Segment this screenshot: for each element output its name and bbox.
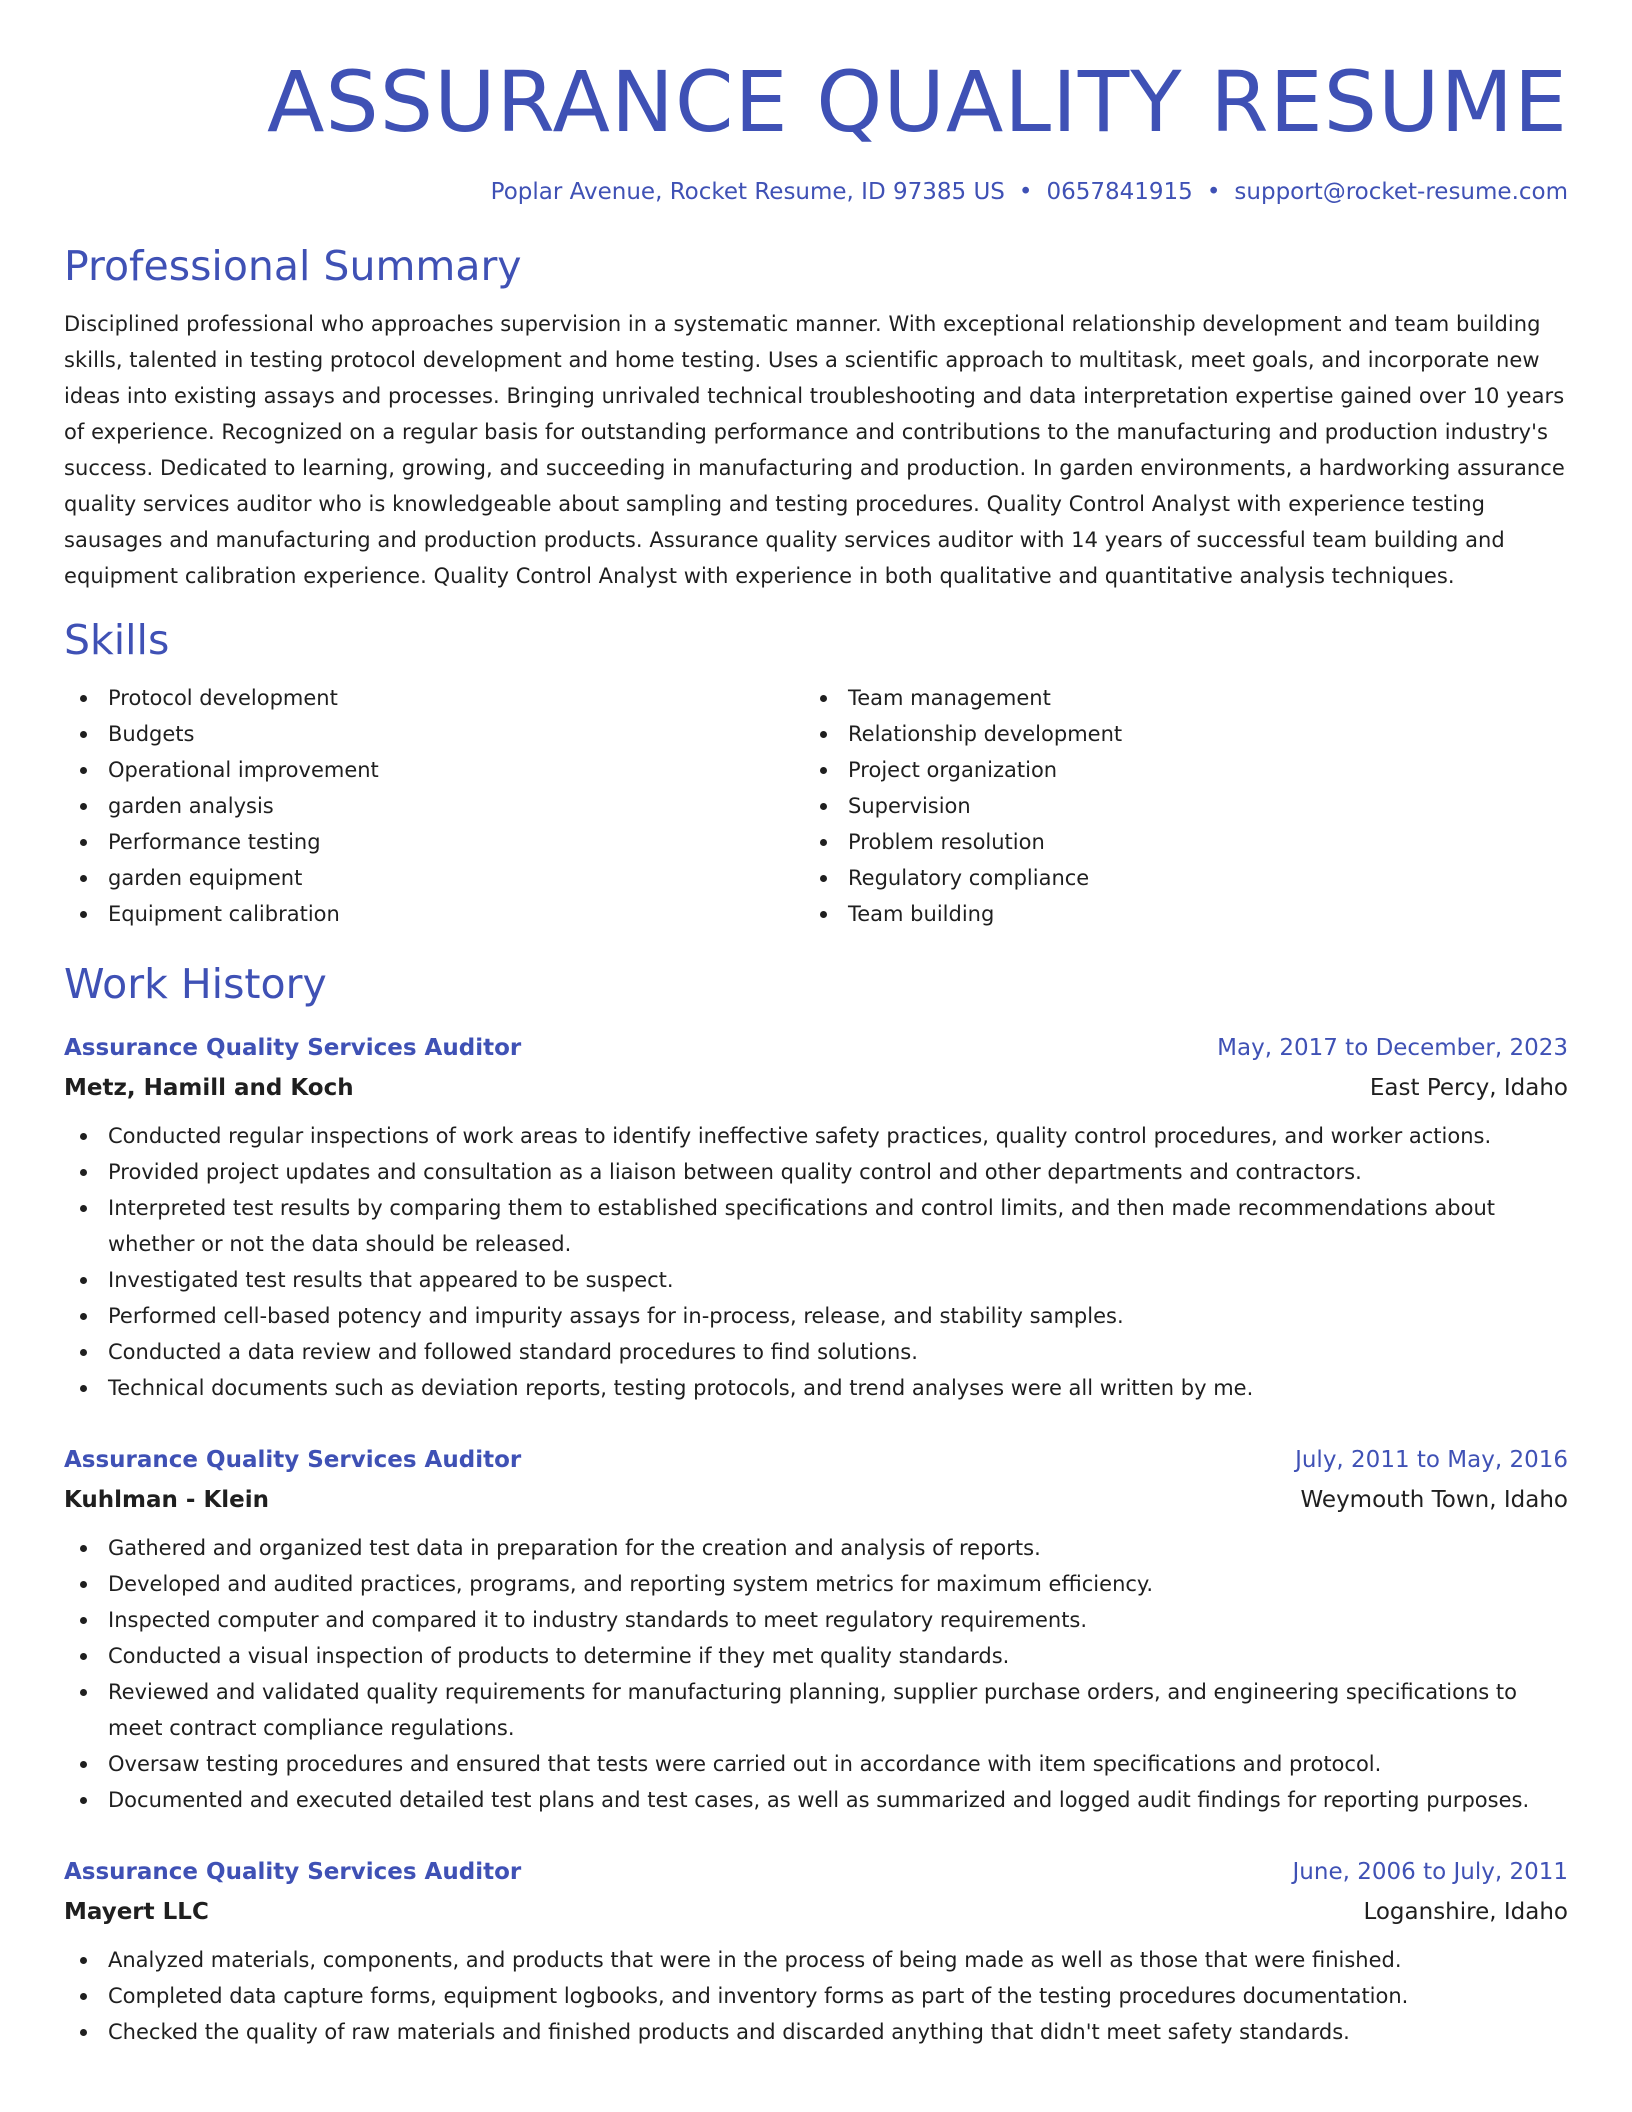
skill-item: Equipment calibration (64, 896, 804, 932)
job-header (64, 1854, 1568, 1890)
job-bullet: Analyzed materials, components, and products that were in the process of being made as well as those that were finished. (64, 1942, 1568, 1978)
resume-name: ASSURANCE QUALITY RESUME (266, 53, 1568, 151)
skill-item: Operational improvement (64, 752, 804, 788)
summary-text: Disciplined professional who approaches supervision in a systematic manner. With exceptional relationship development and team building skills, talented in testing protocol development and home testing. Uses a scientific approach to multitask, meet goals, and incorporate new ideas into existing assays and processes. Bringing unrivaled technical troubleshooting and data interpretation expertise gained over 10 years of experience. Recognized on a regular basis for outstanding performance and contributions to the manufacturing and production industry's success. Dedicated to learning, growing, and succeeding in manufacturing and production. In garden environments, a hardworking assurance quality services auditor who is knowledgeable about sampling and testing procedures. Quality Control Analyst with experience testing sausages and manufacturing and production products. Assurance quality services auditor with 14 years of successful team building and equipment calibration experience. Quality Control Analyst with experience in both qualitative and quantitative analysis techniques. (64, 312, 1565, 588)
job-bullet: Documented and executed detailed test plans and test cases, as well as summarized and logged audit findings for reporting purposes. (64, 1782, 1568, 1818)
skill-item: Protocol development (64, 680, 804, 716)
job-header (64, 1442, 1568, 1478)
job-title: Assurance Quality Services Auditor (64, 1859, 522, 1885)
company-name: Mayert LLC (64, 1899, 209, 1925)
job-location: Weymouth Town, Idaho (1300, 1487, 1568, 1513)
job-location: East Percy, Idaho (1369, 1075, 1568, 1101)
skill-item: garden analysis (64, 788, 804, 824)
job-entry (64, 1442, 1568, 1818)
skills-column-left (64, 680, 804, 932)
job-bullet: Completed data capture forms, equipment logbooks, and inventory forms as part of the testing procedures documentation. (64, 1978, 1568, 2014)
job-entry (64, 1030, 1568, 1406)
skill-item: garden equipment (64, 860, 804, 896)
skill-item: Supervision (804, 788, 1564, 824)
skill-item: Team building (804, 896, 1564, 932)
skills-list (64, 680, 1568, 932)
phone: 0657841915 (1046, 179, 1193, 205)
skill-item: Regulatory compliance (804, 860, 1564, 896)
job-bullet: Investigated test results that appeared to be suspect. (64, 1262, 1568, 1298)
job-subheader (64, 1070, 1568, 1106)
job-dates: June, 2006 to July, 2011 (1292, 1859, 1568, 1885)
job-bullet: Conducted regular inspections of work areas to identify ineffective safety practices, quality control procedures, and worker actions. (64, 1118, 1568, 1154)
email: support@rocket-resume.com (1234, 179, 1568, 205)
job-location: Loganshire, Idaho (1363, 1899, 1568, 1925)
job-bullet: Provided project updates and consultation as a liaison between quality control and other departments and contractors. (64, 1154, 1568, 1190)
section-title-skills: Skills (64, 616, 170, 664)
skill-item: Budgets (64, 716, 804, 752)
section-title-summary: Professional Summary (64, 242, 522, 290)
job-dates: May, 2017 to December, 2023 (1217, 1035, 1568, 1061)
job-bullets (64, 1118, 1568, 1406)
job-bullet: Technical documents such as deviation reports, testing protocols, and trend analyses were all written by me. (64, 1370, 1568, 1406)
job-header (64, 1030, 1568, 1066)
address: Poplar Avenue, Rocket Resume, ID 97385 US (490, 179, 1005, 205)
job-bullet: Conducted a data review and followed standard procedures to find solutions. (64, 1334, 1568, 1370)
job-bullet: Checked the quality of raw materials and finished products and discarded anything that didn't meet safety standards. (64, 2014, 1568, 2050)
job-title: Assurance Quality Services Auditor (64, 1447, 522, 1473)
job-bullet: Inspected computer and compared it to industry standards to meet regulatory requirements. (64, 1602, 1568, 1638)
skill-item: Problem resolution (804, 824, 1564, 860)
job-subheader (64, 1894, 1568, 1930)
skill-item: Team management (804, 680, 1564, 716)
separator: • (1206, 179, 1221, 205)
section-title-work-history: Work History (64, 960, 327, 1008)
skills-column-right (804, 680, 1564, 932)
job-bullets (64, 1942, 1568, 2050)
job-bullet: Performed cell-based potency and impurity assays for in-process, release, and stability samples. (64, 1298, 1568, 1334)
skill-item: Project organization (804, 752, 1564, 788)
separator: • (1018, 179, 1033, 205)
job-dates: July, 2011 to May, 2016 (1295, 1447, 1568, 1473)
job-subheader (64, 1482, 1568, 1518)
job-entry (64, 1854, 1568, 2050)
job-bullet: Gathered and organized test data in preparation for the creation and analysis of reports. (64, 1530, 1568, 1566)
job-bullet: Conducted a visual inspection of products to determine if they met quality standards. (64, 1638, 1568, 1674)
company-name: Metz, Hamill and Koch (64, 1075, 354, 1101)
skill-item: Relationship development (804, 716, 1564, 752)
company-name: Kuhlman - Klein (64, 1487, 270, 1513)
skill-item: Performance testing (64, 824, 804, 860)
job-bullet: Developed and audited practices, programs, and reporting system metrics for maximum efficiency. (64, 1566, 1568, 1602)
job-bullet: Reviewed and validated quality requirements for manufacturing planning, supplier purchase orders, and engineering specifications to meet contract compliance regulations. (64, 1674, 1568, 1746)
job-bullet: Oversaw testing procedures and ensured that tests were carried out in accordance with item specifications and protocol. (64, 1746, 1568, 1782)
job-title: Assurance Quality Services Auditor (64, 1035, 522, 1061)
job-bullet: Interpreted test results by comparing them to established specifications and control limits, and then made recommendations about whether or not the data should be released. (64, 1190, 1568, 1262)
contact-line (64, 176, 1568, 208)
job-bullets (64, 1530, 1568, 1818)
